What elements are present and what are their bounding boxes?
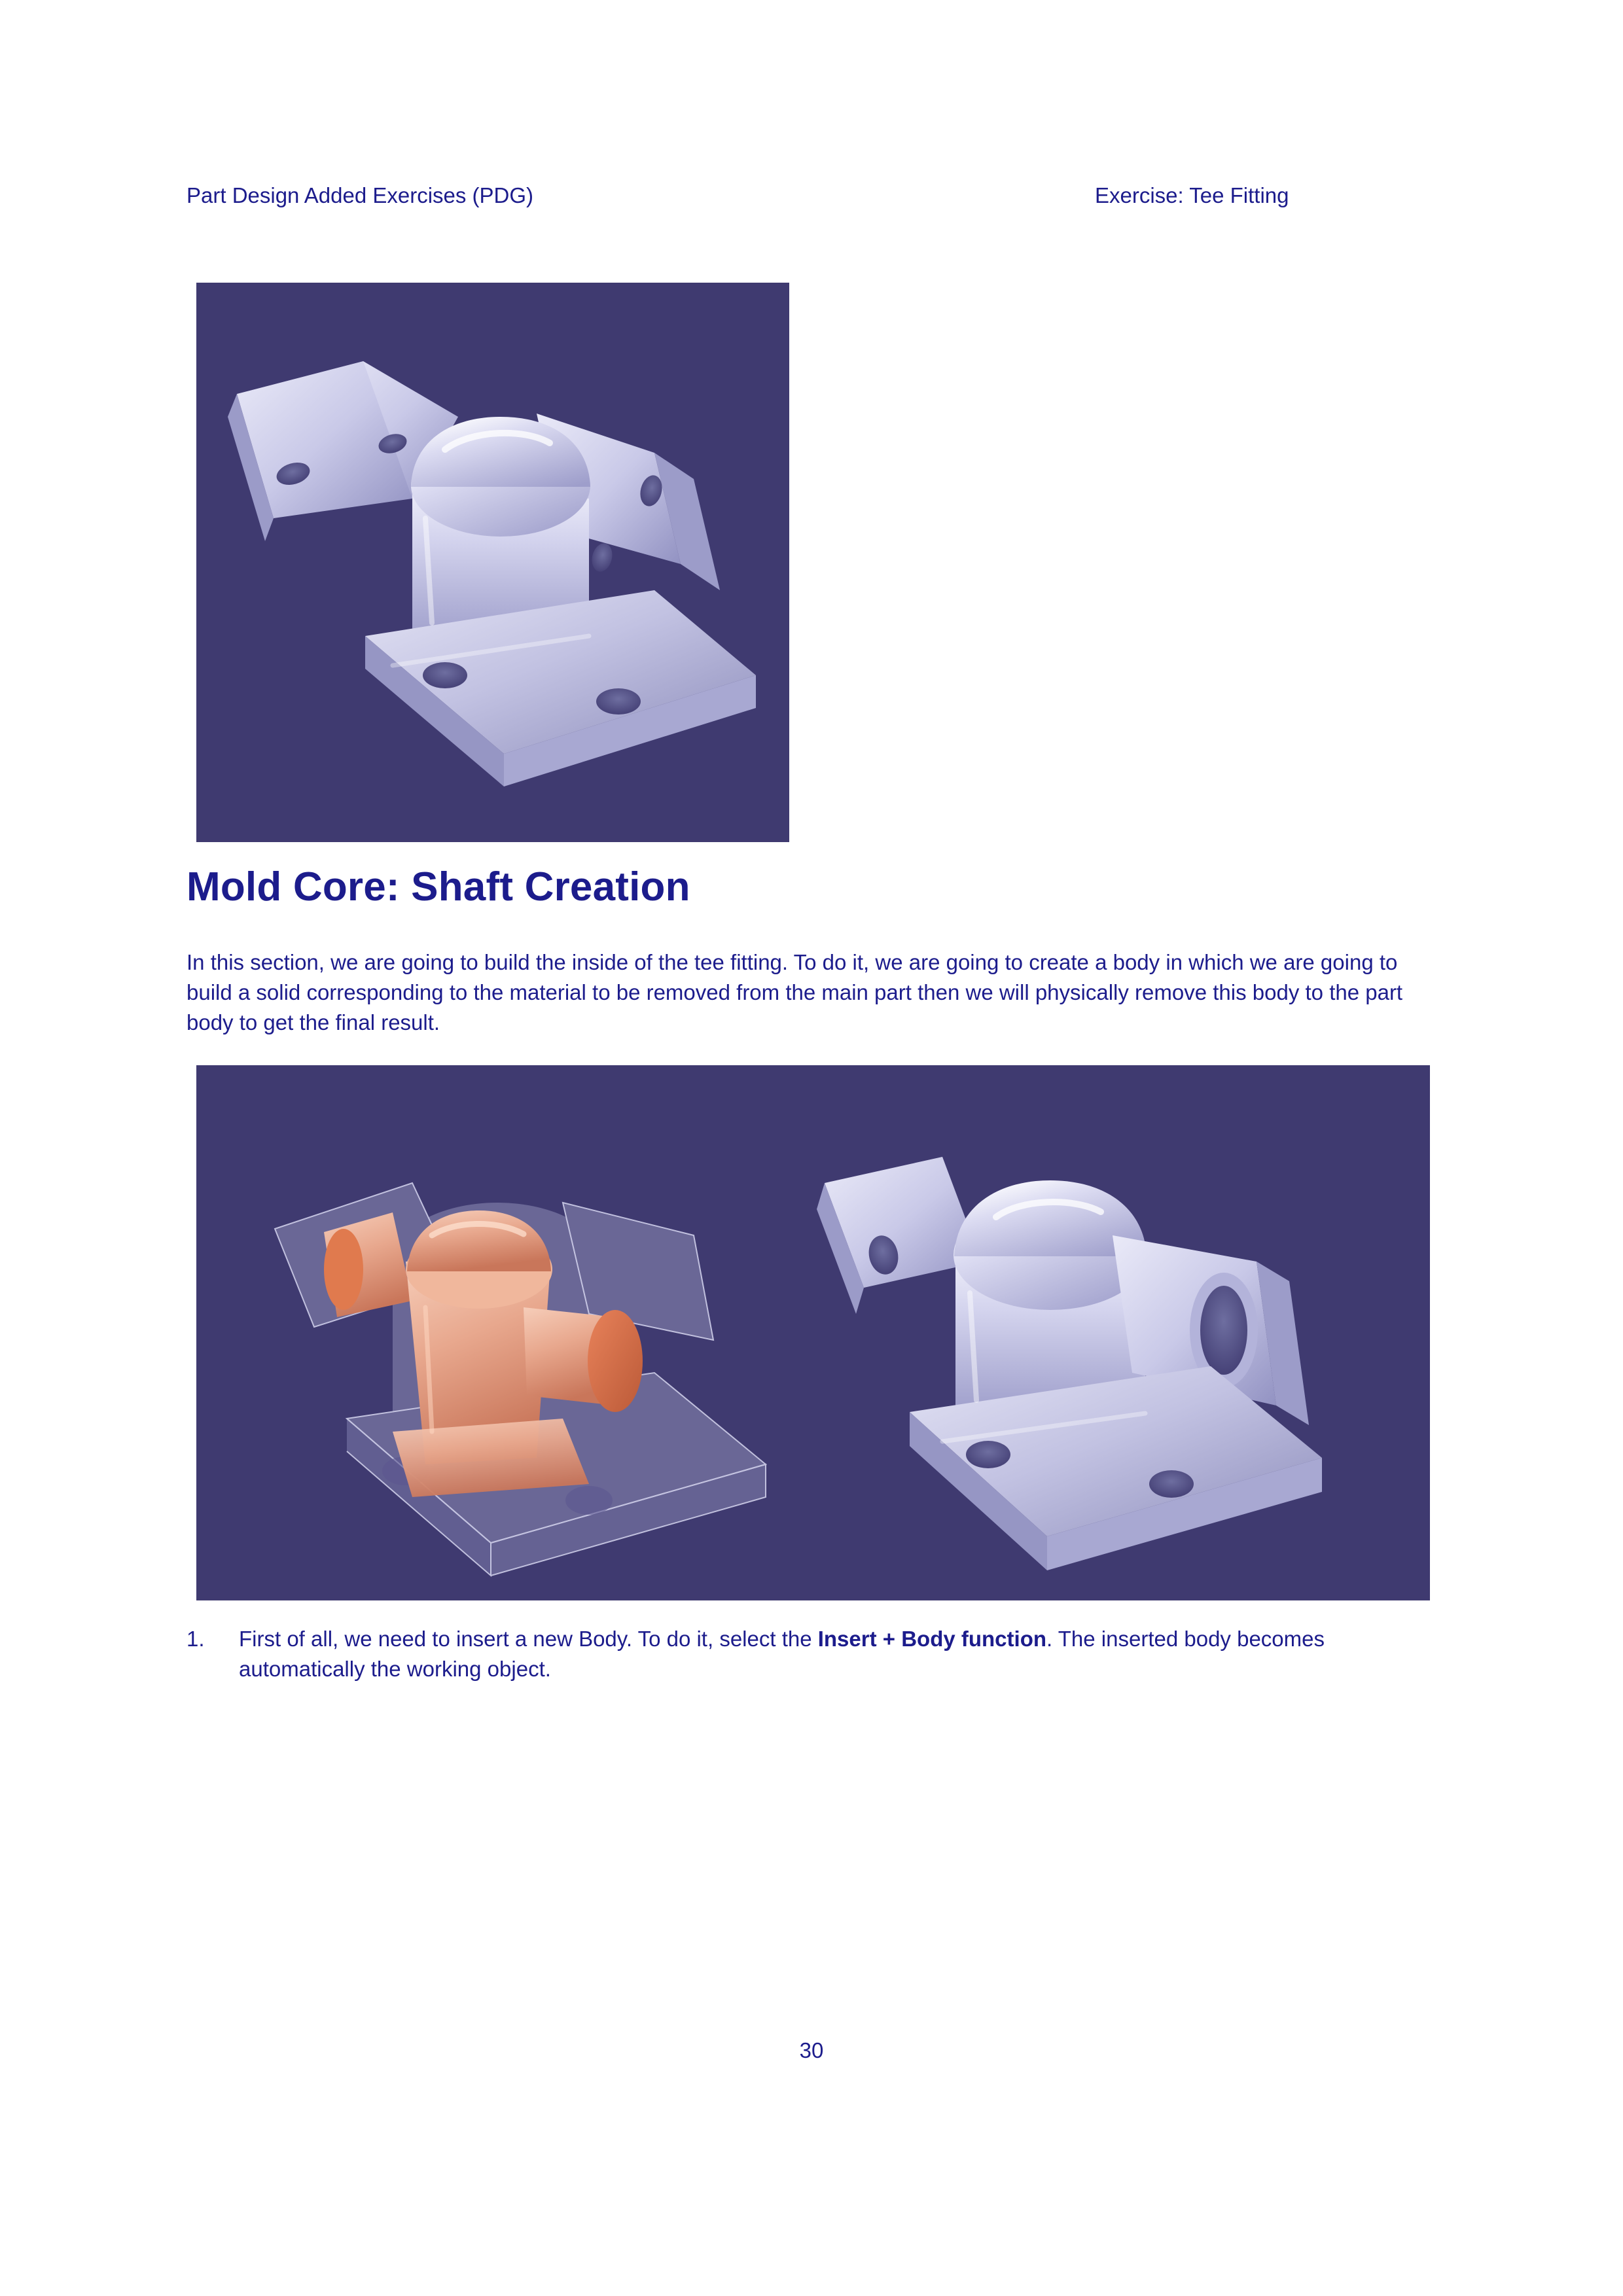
- list-item-bold-text: Insert + Body function: [817, 1627, 1047, 1651]
- list-item: [187, 1624, 1427, 1684]
- mold-core-comparison-render: [196, 1065, 1430, 1600]
- list-item-number: 1.: [187, 1627, 205, 1651]
- figure-mold-core-comparison: [196, 1065, 1430, 1600]
- header-left-text: Part Design Added Exercises (PDG): [187, 183, 534, 207]
- list-item-text-after: . The inserted body becomes automatically the working object.: [239, 1627, 1325, 1681]
- tee-fitting-3d-render: [196, 283, 789, 842]
- page-title: Mold Core: Shaft Creation: [187, 864, 690, 910]
- header-right-text: Exercise: Tee Fitting: [1095, 183, 1289, 207]
- page-number: 30: [799, 2038, 824, 2062]
- instruction-list: [187, 1624, 1427, 1684]
- page-header: [187, 183, 1430, 222]
- figure-tee-fitting-isometric: [196, 283, 789, 842]
- list-item-text-before: First of all, we need to insert a new Body. To do it, select the: [239, 1627, 818, 1651]
- intro-paragraph: In this section, we are going to build the inside of the tee fitting. To do it, we are going to create a body in which we are going to build a solid corresponding to the material to be removed from the main part then we will physically remove this body to the part body to get the final result.: [187, 950, 1403, 1034]
